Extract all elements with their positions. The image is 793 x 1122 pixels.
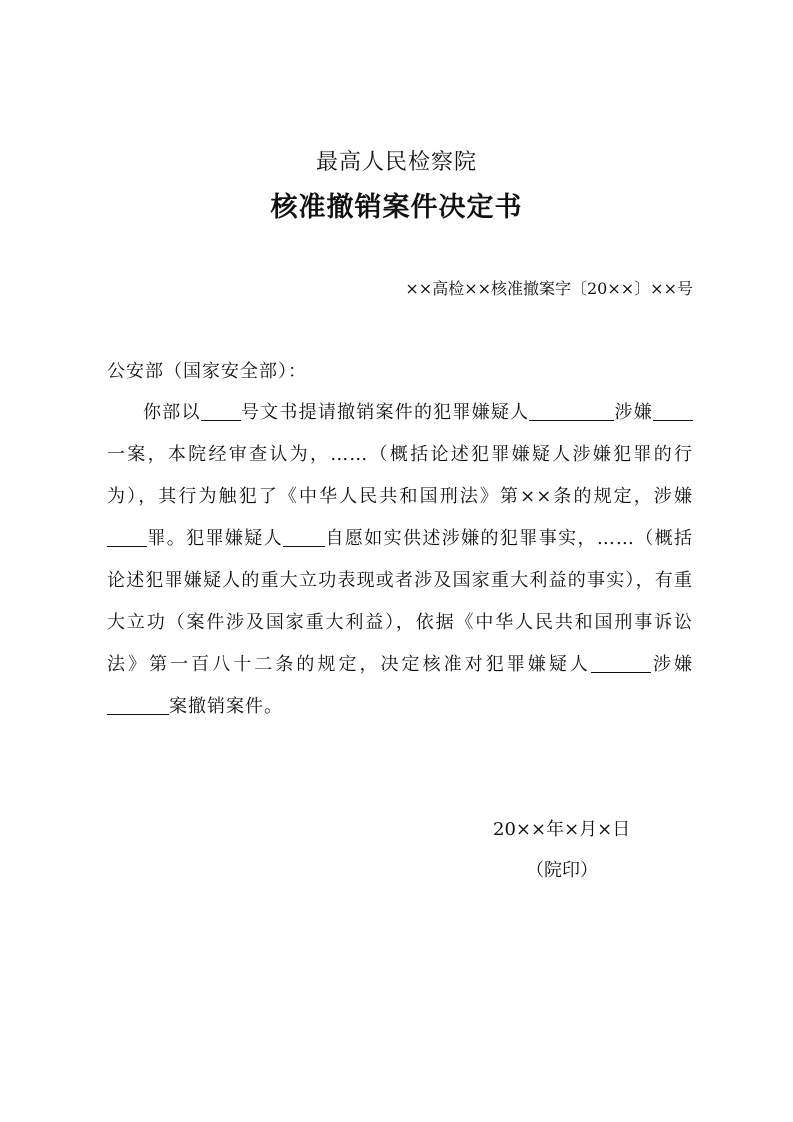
issuing-authority: 最高人民检察院 bbox=[315, 150, 477, 175]
decision-date: 20××年×月×日 bbox=[493, 819, 631, 840]
body-paragraph bbox=[107, 392, 693, 728]
blank-charge bbox=[653, 402, 693, 421]
body-text-5: 罪。犯罪嫌疑人 bbox=[147, 528, 284, 549]
body-text-4: 一案，本院经审查认为，……（概括论述犯罪嫌疑人涉嫌犯罪的行为），其行为触犯了《中华人民共和国刑法》第××条的规定，涉嫌 bbox=[107, 444, 693, 507]
blank-suspect-name-3 bbox=[591, 654, 651, 673]
blank-crime bbox=[107, 528, 147, 547]
body-text-3: 涉嫌 bbox=[614, 402, 654, 423]
blank-suspect-name-2 bbox=[283, 528, 325, 547]
court-seal-label: （院印） bbox=[526, 860, 598, 881]
blank-document-number bbox=[201, 402, 241, 421]
body-text-7: 涉嫌 bbox=[650, 654, 694, 675]
blank-suspect-name bbox=[529, 402, 614, 421]
body-text-1: 你部以 bbox=[143, 402, 201, 423]
body-text-2: 号文书提请撤销案件的犯罪嫌疑人 bbox=[240, 402, 530, 423]
decision-body bbox=[107, 392, 693, 728]
document-number: ××高检××核准撤案字〔20××〕××号 bbox=[405, 279, 693, 298]
body-text-6: 自愿如实供述涉嫌的犯罪事实，……（概括论述犯罪嫌疑人的重大立功表现或者涉及国家重大利益的事实），有重大立功（案件涉及国家重大利益），依据《中华人民共和国刑事诉讼法》第一百八十二条的规定，决定核准对犯罪嫌疑人 bbox=[107, 528, 693, 675]
recipient-line: 公安部（国家安全部）： bbox=[107, 361, 307, 382]
document-title: 核准撤销案件决定书 bbox=[270, 192, 523, 223]
blank-charge-2 bbox=[107, 696, 169, 715]
body-text-8: 案撤销案件。 bbox=[169, 696, 283, 717]
